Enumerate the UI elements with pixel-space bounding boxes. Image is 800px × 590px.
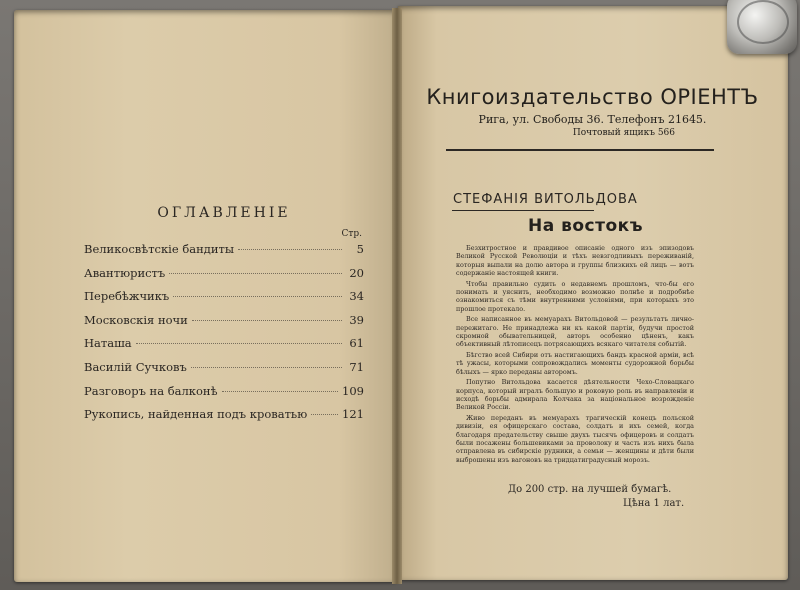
toc-entries xyxy=(84,242,364,431)
price: Цѣна 1 лат. xyxy=(623,498,685,509)
toc-title: ОГЛАВЛЕНIЕ xyxy=(157,205,291,221)
toc-entry-title: Московскiя ночи xyxy=(84,312,188,327)
toc-entry-title: Перебѣжчикъ xyxy=(84,289,170,304)
toc-entry xyxy=(84,242,364,266)
toc-entry xyxy=(84,360,364,384)
publisher-header xyxy=(400,85,785,138)
header-rule xyxy=(446,149,714,151)
toc-entry xyxy=(84,289,364,313)
description-paragraph: Попутно Витольдова касается дѣятельности Чехо-Словацкаго корпуса, который игралъ большую и роковую роль въ направленiи и исходѣ борьбы адмирала Колчака за нацiональное возрожденiе Великой Россiи. xyxy=(456,378,694,412)
toc-entry-page: 61 xyxy=(349,336,364,351)
toc-entry-title: Авантюристъ xyxy=(84,265,166,280)
toc-entry-title: Василiй Сучковъ xyxy=(84,359,187,374)
toc-entry xyxy=(84,313,364,337)
toc-entry-page: 20 xyxy=(349,265,364,280)
toc-leader-dots xyxy=(192,320,342,321)
toc-entry-title: Разговоръ на балконѣ xyxy=(84,383,218,398)
toc-leader-dots xyxy=(222,391,339,392)
toc-leader-dots xyxy=(191,367,342,368)
toc-entry-title: Великосвѣтскiе бандиты xyxy=(84,242,235,256)
toc-page-header: Стр. xyxy=(341,229,362,239)
table-of-contents xyxy=(84,205,364,431)
author-name: СТЕФАНIЯ ВИТОЛЬДОВА xyxy=(453,192,638,207)
toc-entry xyxy=(84,266,364,290)
toc-leader-dots xyxy=(169,273,342,274)
metal-weight-object xyxy=(727,0,797,54)
toc-leader-dots xyxy=(311,414,338,415)
toc-entry xyxy=(84,407,364,431)
description-paragraph: Бѣгство всей Сибири отъ настигающихъ бандъ красной армiи, всѣ тѣ ужасы, которыми сопровождались моменты судорожной борьбы бѣлыхъ — ярко переданы авторомъ. xyxy=(456,350,694,376)
description-paragraph: Безхитростное и правдивое описанiе одного изъ эпизодовъ Великой Русской Революцiи и тѣхъ невзгодливыхъ переживанiй, которыя выпали на долю автора и группы близкихъ ей лицъ — вотъ содержанiе настоящей книги. xyxy=(456,244,694,278)
toc-entry-page: 71 xyxy=(349,359,364,374)
toc-leader-dots xyxy=(173,296,342,297)
toc-leader-dots xyxy=(136,343,342,344)
toc-leader-dots xyxy=(238,249,342,250)
description-paragraph: Все написанное въ мемуарахъ Витольдовой — результатъ лично-пережитаго. Не принадлежа ни къ какой партiи, будучи простой скромной обывательницей, авторъ особенно цѣненъ, какъ объективный лѣтописецъ потрясающихъ всякаго читателя событiй. xyxy=(456,315,694,349)
edition-info: До 200 стр. на лучшей бумагѣ. xyxy=(508,484,672,495)
toc-entry-page: 109 xyxy=(342,383,364,398)
description-paragraph: Живо переданъ въ мемуарахъ трагическiй конецъ польской дивизiи, ея офицерскаго состава, солдатъ и ихъ семей, когда благодаря предательству свыше двухъ тысячъ офицеровъ и солдатъ были посажены большевиками за проволоку и часть изъ нихъ была отправлена въ сибирскiе рудники, а семьи — женщины и дѣти были выброшены изъ вагоновъ на тридцатиградусный морозъ. xyxy=(456,413,694,464)
publisher-name: Книгоиздательство ОРIЕНТЪ xyxy=(426,85,759,109)
toc-entry-page: 34 xyxy=(349,289,364,304)
description-paragraph: Чтобы правильно судить о недавнемъ прошломъ, что-бы его понимать и уяснить, необходимо возможно полнѣе и подробнѣе ознакомиться съ тѣми внутренними условiями, при которыхъ это прошлое протекало. xyxy=(456,279,694,313)
toc-entry-page: 121 xyxy=(342,407,364,422)
publisher-address: Рига, ул. Свободы 36. Телефонъ 21645. xyxy=(478,113,707,126)
toc-entry-title: Наташа xyxy=(84,336,132,351)
book-title: На востокъ xyxy=(528,216,643,236)
author-underline xyxy=(452,210,594,211)
toc-entry xyxy=(84,336,364,360)
toc-entry-page: 39 xyxy=(349,312,364,327)
publisher-po-box: Почтовый ящикъ 566 xyxy=(572,128,675,138)
description-text xyxy=(456,244,694,466)
toc-entry xyxy=(84,384,364,408)
toc-entry-title: Рукопись, найденная подъ кроватью xyxy=(84,407,308,422)
toc-entry-page: 5 xyxy=(356,242,364,256)
